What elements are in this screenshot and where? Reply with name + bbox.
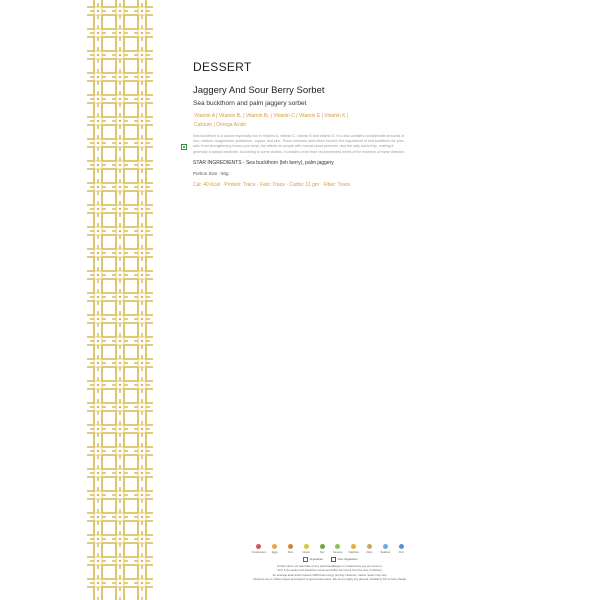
dish-description: Sea buckthorn is a source especially rich in Vitamin A, vitamin C, vitamin B and vitamin E. It is also contains considerable amounts of iron, calcium, magnesium, potassium, copper, and zinc. These minerals have been found in the ingredients of sea buckthorn for your skin, from strengthening bones your body, the effects on people with normal blood pressure, and the fatty acids help, making it generally a natural medicine. According to some studies, it contains more than recommended levels of the essence of many vitamins. [193,134,405,154]
allergen-item [377,544,393,554]
allergen-label: Dairy [366,551,373,554]
allergen-icon [288,544,293,549]
vegetarian-mark-icon [181,144,187,150]
allergen-label: Nuts [287,551,294,554]
disclaimer-line: An average adult adult requires 2000 Kcal energy per day. However, calorie needs may vary. [272,572,388,577]
allergen-item [267,544,283,554]
allergen-icon [256,544,261,549]
allergen-icon [367,544,372,549]
star-ingredients: STAR INGREDIENTS - Sea buckthorn (leh berry), palm jaggery [193,159,334,166]
dish-name: Jaggery And Sour Berry Sorbet [193,85,325,96]
vitamins-list [193,112,408,130]
diet-legend [225,557,435,562]
nonveg-square-icon [331,557,336,562]
allergen-label: Gluten [302,551,311,554]
menu-footer [225,544,435,582]
nutrition-info: Cal: 40 Kcal · Protein: Trace · Fats: Trace · Carbs: 11 gm · Fiber: Trace [193,181,351,188]
nonveg-legend-label: Non-Vegetarian [337,557,358,562]
allergen-item [346,544,362,554]
allergen-icon [304,544,309,549]
disclaimer-line: Kindly inform our associate of any potential allergies or intolerances you are prone to. [277,564,383,568]
allergen-label: Seafood [380,551,391,554]
allergen-icon [335,544,340,549]
allergen-label: Soy [319,551,325,554]
allergen-item [393,544,409,554]
vitamins-line: Calcium | Omega Acids [194,122,246,128]
allergen-icon [272,544,277,549]
allergen-label: Crustaceans [251,551,267,554]
veg-legend [303,557,323,562]
allergen-item [251,544,267,554]
dish-subtitle: Sea buckthorn and palm jaggery sorbet [193,100,307,107]
veg-legend-label: Vegetarian [309,557,323,562]
allergen-label: Fish [398,551,404,554]
section-title: DESSERT [193,60,252,74]
veg-square-icon [303,557,308,562]
allergen-item [330,544,346,554]
disclaimer [225,564,435,582]
disclaimer-line: Anti: if we easily food should be consumed within few hours from the time of delivery. [277,568,383,573]
allergen-label: Eggs [271,551,278,554]
allergen-item [283,544,299,554]
allergen-label: Sesame [333,551,343,554]
allergen-label: Sulphites [348,551,360,554]
allergen-icon [399,544,404,549]
vitamins-line: Vitamin A | Vitamin B₁ | Vitamin B₂ | Vitamin C | Vitamin E | Vitamin K | [194,113,349,119]
disclaimer-line: All prices are in Indian rupees and subject to government taxes. We do not apply any (levied) mandatory 5% service charge. [253,577,407,582]
nonveg-legend [331,557,357,562]
allergen-legend [225,544,435,554]
allergen-icon [320,544,325,549]
menu-content [193,60,408,188]
allergen-icon [383,544,388,549]
allergen-icon [351,544,356,549]
portion-size: Portion Size : 60g [193,170,229,176]
decorative-pattern-strip [87,0,153,600]
allergen-item [362,544,378,554]
allergen-item [314,544,330,554]
allergen-item [298,544,314,554]
